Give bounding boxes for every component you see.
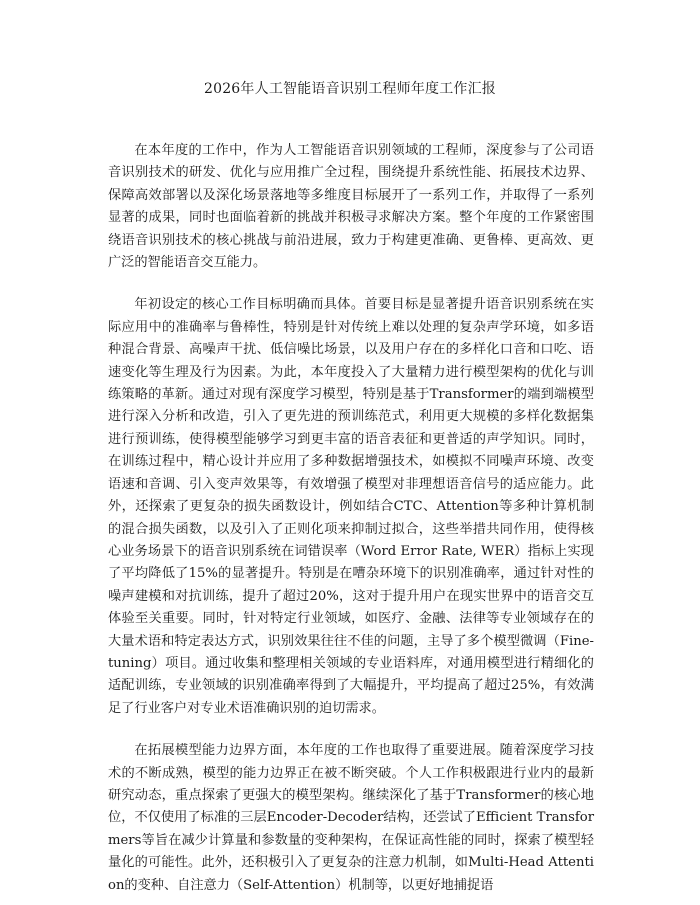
paragraph-1: 在本年度的工作中，作为人工智能语音识别领域的工程师，深度参与了公司语音识别技术的研发、优化与应用推广全过程，围绕提升系统性能、拓展技术边界、保障高效部署以及深化场景落地等多维度目标展开了一系列工作，并取得了一系列显著的成果，同时也面临着新的挑战并积极寻求解决方案。整个年度的工作紧密围绕语音识别技术的核心挑战与前沿进展，致力于构建更准确、更鲁棒、更高效、更广泛的智能语音交互能力。 (108, 143, 594, 271)
paragraph-3: 在拓展模型能力边界方面，本年度的工作也取得了重要进展。随着深度学习技术的不断成熟，模型的能力边界正在被不断突破。个人工作积极跟进行业内的最新研究动态，重点探索了更强大的模型架构。继续深化了基于Transformer的核心地位，不仅使用了标准的三层Encoder-Decoder结构，还尝试了Efficient Transformers等旨在减少计算量和参数量的变种架构，在保证高性能的同时，探索了模型轻量化的可能性。此外，还积极引入了更复杂的注意力机制，如Multi-Head Attention的变种、自注意力（Self-Attention）机制等，以更好地捕捉语 (108, 743, 594, 893)
paragraph-2: 年初设定的核心工作目标明确而具体。首要目标是显著提升语音识别系统在实际应用中的准确率与鲁棒性，特别是针对传统上难以处理的复杂声学环境，如多语种混合背景、高噪声干扰、低信噪比场景，以及用户存在的多样化口音和口吃、语速变化等生理及行为因素。为此，本年度投入了大量精力进行模型架构的优化与训练策略的革新。通过对现有深度学习模型，特别是基于Transformer的端到端模型进行深入分析和改造，引入了更先进的预训练范式，利用更大规模的多样化数据集进行预训练，使得模型能够学习到更丰富的语音表征和更普适的声学知识。同时，在训练过程中，精心设计并应用了多种数据增强技术，如模拟不同噪声环境、改变语速和音调、引入变声效果等，有效增强了模型对非理想语音信号的适应能力。此外，还探索了更复杂的损失函数设计，例如结合CTC、Attention等多种计算机制的混合损失函数，以及引入了正则化项来抑制过拟合，这些举措共同作用，使得核心业务场景下的语音识别系统在词错误率（Word Error Rate, WER）指标上实现了平均降低了15%的显著提升。特别是在嘈杂环境下的识别准确率，通过针对性的噪声建模和对抗训练，提升了超过20%，这对于提升用户在现实世界中的语音交互体验至关重要。同时，针对特定行业领域，如医疗、金融、法律等专业领域存在的大量术语和特定表达方式，识别效果往往不佳的问题，主导了多个模型微调（Fine-tuning）项目。通过收集和整理相关领域的专业语料库，对通用模型进行精细化的适配训练，专业领域的识别准确率得到了大幅提升，平均提高了超过25%，有效满足了行业客户对专业术语准确识别的迫切需求。 (108, 297, 594, 716)
document-title: 2026年人工智能语音识别工程师年度工作汇报 (203, 81, 497, 97)
document-body (108, 140, 594, 905)
